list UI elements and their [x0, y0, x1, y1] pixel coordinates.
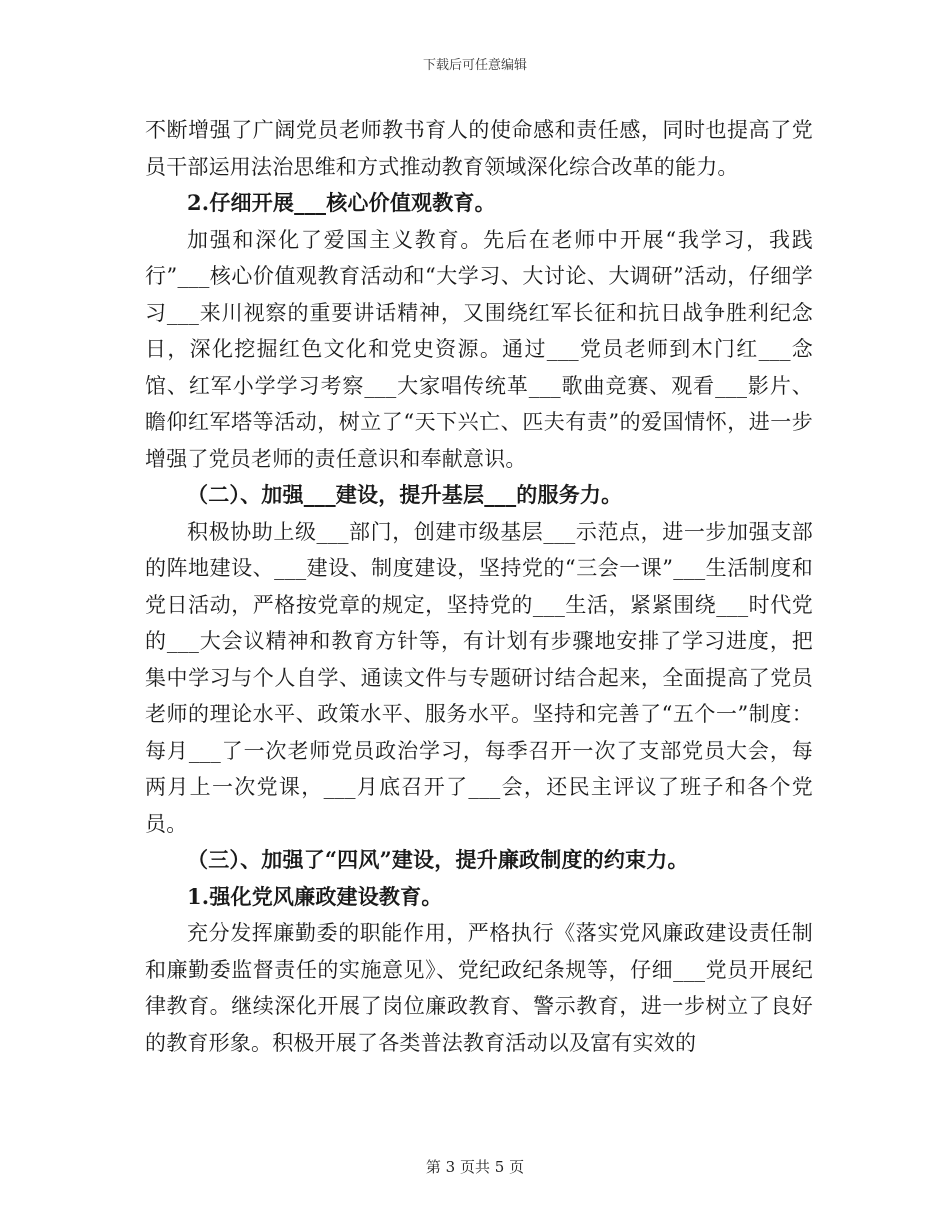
section-heading: 2.仔细开展___核心价值观教育。: [187, 190, 496, 215]
paragraph: 积极协助上级___部门，创建市级基层___示范点，进一步加强支部的阵地建设、___建设、制度建设，坚持党的“三会一课”___生活制度和党日活动，严格按党章的规定，坚持党的___生活，紧紧围绕___时代党的___大会议精神和教育方针等，有计划有步骤地安排了学习进度，把集中学习与个人自学、通读文件与专题研讨结合起来，全面提高了党员老师的理论水平、政策水平、服务水平。坚持和完善了“五个一”制度：每月___了一次老师党员政治学习，每季召开一次了支部党员大会，每两月上一次党课，___月底召开了___会，还民主评议了班子和各个党员。: [145, 519, 813, 836]
page-content: [145, 112, 813, 1061]
section-heading: （二）、加强___建设，提升基层___的服务力。: [187, 482, 623, 507]
paragraph: 充分发挥廉勤委的职能作用，严格执行《落实党风廉政建设责任制和廉勤委监督责任的实施意见》、党纪政纪条规等，仔细___党员开展纪律教育。继续深化开展了岗位廉政教育、警示教育，进一步树立了良好的教育形象。积极开展了各类普法教育活动以及富有实效的: [145, 921, 813, 1055]
section-heading: （三）、加强了“四风”建设，提升廉政制度的约束力。: [187, 847, 689, 872]
page-footer: 第 3 页共 5 页: [425, 1158, 525, 1176]
paragraph: 加强和深化了爱国主义教育。先后在老师中开展“我学习，我践行”___核心价值观教育活动和“大学习、大讨论、大调研”活动，仔细学习___来川视察的重要讲话精神，又围绕红军长征和抗日战争胜利纪念日，深化挖掘红色文化和党史资源。通过___党员老师到木门红___念馆、红军小学学习考察___大家唱传统革___歌曲竞赛、观看___影片、瞻仰红军塔等活动，树立了“天下兴亡、匹夫有责”的爱国情怀，进一步增强了党员老师的责任意识和奉献意识。: [145, 227, 813, 471]
page-header: 下载后可任意编辑: [422, 58, 527, 73]
paragraph-continued: 不断增强了广阔党员老师教书育人的使命感和责任感，同时也提高了党员干部运用法治思维和方式推动教育领域深化综合改革的能力。: [145, 118, 813, 179]
section-heading: 1.强化党风廉政建设教育。: [187, 883, 443, 909]
